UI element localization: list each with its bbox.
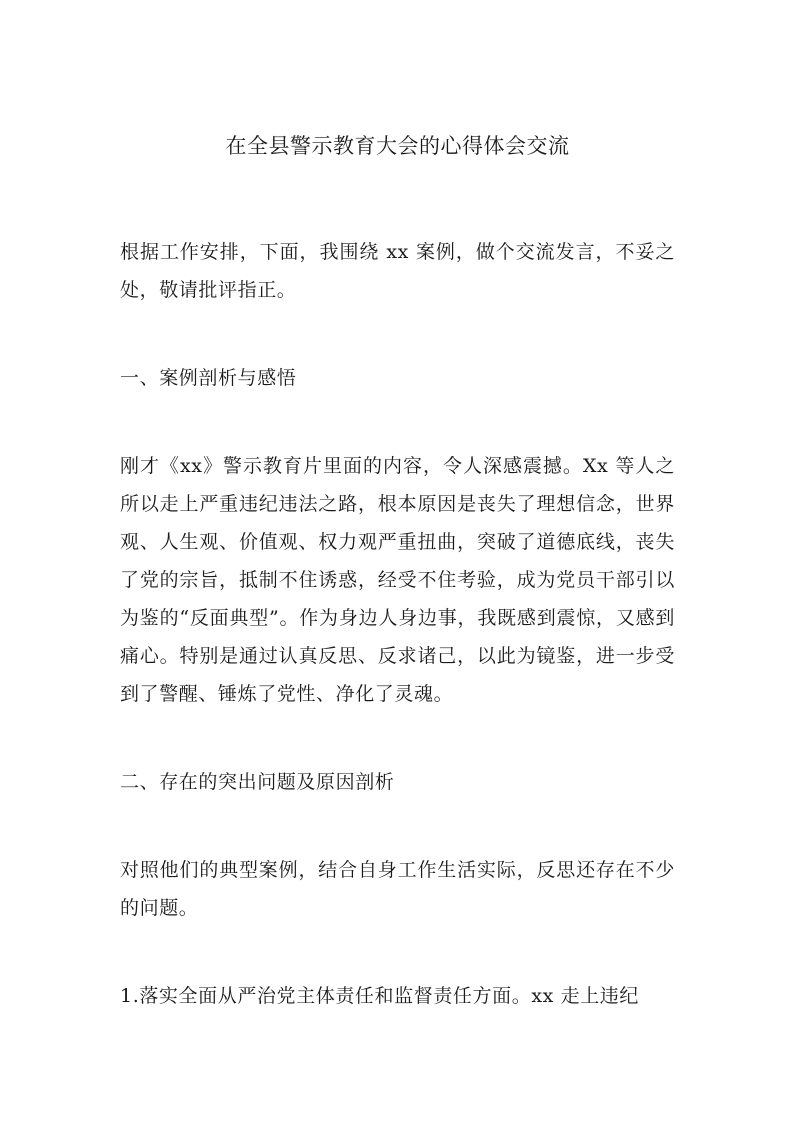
spacer	[120, 713, 675, 763]
document-title: 在全县警示教育大会的心得体会交流	[225, 134, 570, 158]
section-2-paragraph: 对照他们的典型案例，结合自身工作生活实际，反思还存在不少的问题。	[120, 859, 675, 919]
spacer	[120, 397, 675, 447]
section-2-item-1: 1.落实全面从严治党主体责任和监督责任方面。xx 走上违纪	[120, 985, 639, 1007]
spacer	[120, 165, 675, 233]
section-1-paragraph: 刚才《xx》警示教育片里面的内容，令人深感震撼。Xx 等人之所以走上严重违纪违法之路，根本原因是丧失了理想信念，世界观、人生观、价值观、权力观严重扭曲，突破了道德底线，丧失了党的宗旨，抵制不住诱惑，经受不住考验，成为党员干部引以为鉴的“反面典型”。作为身边人身边事，我既感到震惊，又感到痛心。特别是通过认真反思、反求诸己，以此为镜鉴，进一步受到了警醒、锤炼了党性、净化了灵魂。	[120, 455, 675, 705]
intro-paragraph: 根据工作安排，下面，我围绕 xx 案例，做个交流发言，不妥之处，敬请批评指正。	[120, 241, 675, 301]
section-1-heading: 一、案例剖析与感悟	[120, 367, 297, 389]
spacer	[120, 927, 675, 977]
spacer	[120, 801, 675, 851]
spacer	[120, 309, 675, 359]
section-2-heading: 二、存在的突出问题及原因剖析	[120, 771, 395, 793]
